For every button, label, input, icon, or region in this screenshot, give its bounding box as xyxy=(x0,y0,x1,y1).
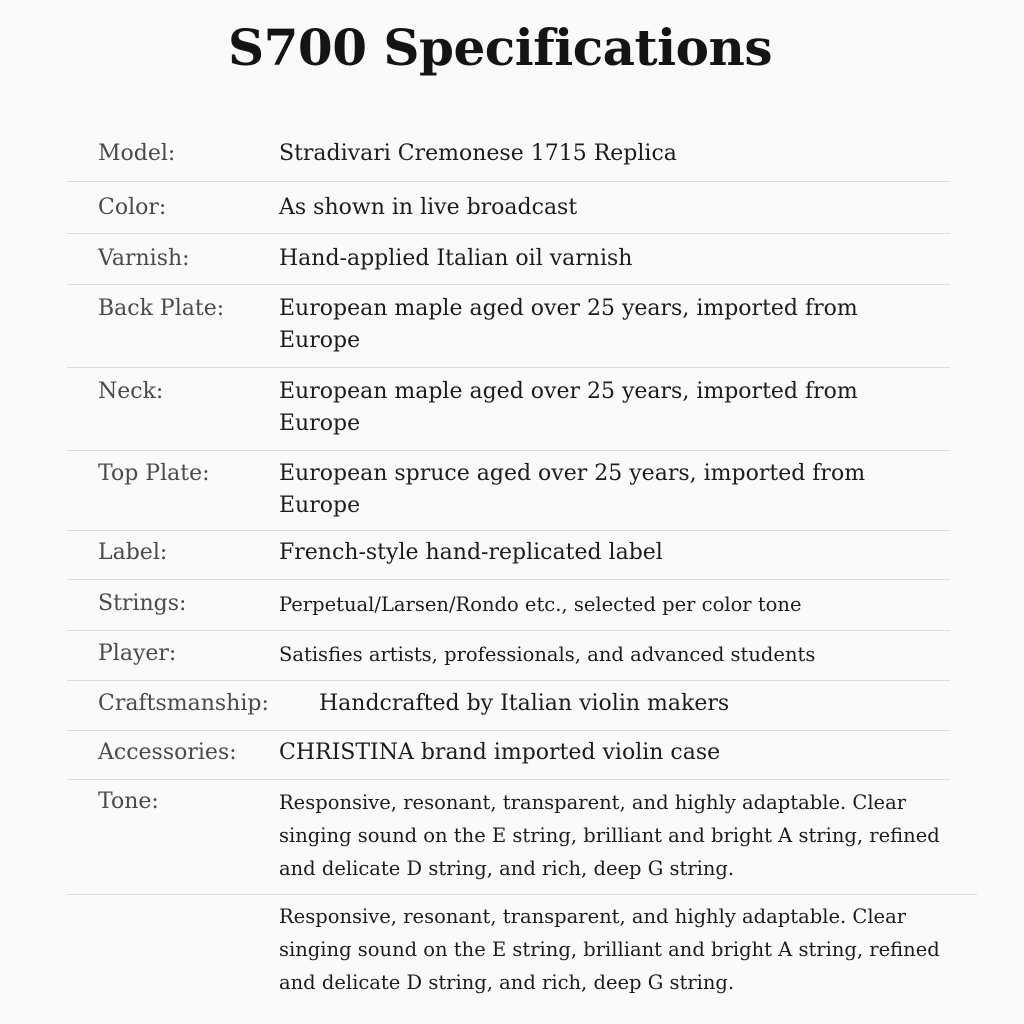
spec-row-craftsmanship xyxy=(67,688,950,731)
spec-label: Label: xyxy=(98,540,168,565)
spec-label: Accessories: xyxy=(98,740,237,765)
spec-label: Varnish: xyxy=(98,246,190,271)
spec-row-label xyxy=(67,537,950,580)
spec-row-neck xyxy=(67,376,950,451)
spec-row-accessories xyxy=(67,737,950,780)
spec-label: Color: xyxy=(98,195,167,220)
spec-value: Handcrafted by Italian violin makers xyxy=(319,691,730,716)
spec-label: Model: xyxy=(98,141,176,166)
spec-row-model xyxy=(67,138,950,182)
spec-label: Tone: xyxy=(98,789,159,814)
spec-label: Craftsmanship: xyxy=(98,691,269,716)
spec-value: Satisfies artists, professionals, and advanced students xyxy=(279,643,816,666)
spec-value: Stradivari Cremonese 1715 Replica xyxy=(279,141,677,166)
page-title: S700 Specifications xyxy=(228,18,772,77)
spec-label: Neck: xyxy=(98,379,164,404)
extra-paragraph-row xyxy=(67,900,950,1005)
spec-row-tone xyxy=(67,786,977,895)
spec-value: Perpetual/Larsen/Rondo etc., selected per color tone xyxy=(279,593,802,616)
spec-value: European spruce aged over 25 years, imported from Europe xyxy=(279,461,866,518)
spec-value: European maple aged over 25 years, imported from Europe xyxy=(279,296,858,353)
spec-value: CHRISTINA brand imported violin case xyxy=(279,740,721,765)
spec-value: Responsive, resonant, transparent, and highly adaptable. Clear singing sound on the E string, brilliant and bright A string, refined and delicate D string, and rich, deep G string. xyxy=(279,791,940,880)
spec-row-strings xyxy=(67,588,950,631)
spec-value: Hand-applied Italian oil varnish xyxy=(279,246,633,271)
spec-value: European maple aged over 25 years, imported from Europe xyxy=(279,379,858,436)
spec-label: Player: xyxy=(98,641,177,666)
spec-value: As shown in live broadcast xyxy=(279,195,578,220)
spec-label: Back Plate: xyxy=(98,296,225,321)
spec-row-varnish xyxy=(67,243,950,285)
spec-row-back-plate xyxy=(67,293,950,368)
spec-value: French-style hand-replicated label xyxy=(279,540,663,565)
spec-row-player xyxy=(67,638,950,681)
spec-row-top-plate xyxy=(67,458,950,531)
spec-label: Top Plate: xyxy=(98,461,210,486)
spec-label: Strings: xyxy=(98,591,187,616)
extra-paragraph: Responsive, resonant, transparent, and highly adaptable. Clear singing sound on the E string, brilliant and bright A string, refined and delicate D string, and rich, deep G string. xyxy=(279,905,940,994)
spec-row-color xyxy=(67,192,950,234)
